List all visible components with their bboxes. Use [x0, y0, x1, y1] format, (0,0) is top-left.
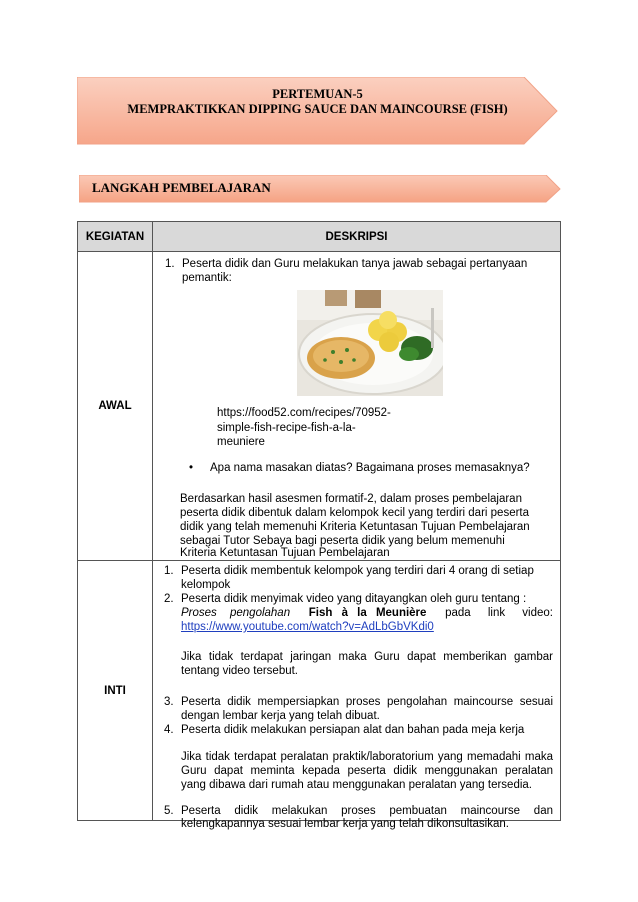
awal-url-line2: simple-fish-recipe-fish-a-la-	[217, 422, 356, 434]
awal-url-line3: meuniere	[217, 436, 265, 448]
section-title: LANGKAH PEMBELAJARAN	[92, 180, 271, 195]
inti-item2-line2	[181, 606, 553, 620]
awal-item1-line1: Peserta didik dan Guru melakukan tanya jawab sebagai pertanyaan	[182, 258, 528, 270]
awal-paragraph-line2: peserta didik dibentuk dalam kelompok kecil yang terdiri dari peserta	[180, 507, 530, 519]
inti-item5-line2: kelengkapannya sesuai lembar kerja yang telah dikonsultasikan.	[181, 818, 509, 830]
inti-item5-line1: Peserta didik melakukan proses pembuatan maincourse dan	[181, 805, 553, 817]
deskripsi-inti	[153, 561, 561, 830]
table-header-row	[78, 222, 561, 252]
header-title-line1: PERTEMUAN-5	[272, 87, 363, 101]
inti-item3-number: 3.	[164, 696, 174, 708]
awal-url-line1: https://food52.com/recipes/70952-	[217, 407, 391, 419]
inti-note2-line1: Jika tidak terdapat peralatan praktik/laboratorium yang memadahi maka	[181, 751, 553, 763]
inti-item1-line1: Peserta didik membentuk kelompok yang terdiri dari 4 orang di setiap	[181, 565, 534, 577]
awal-bullet: •	[189, 462, 194, 474]
awal-paragraph-line1: Berdasarkan hasil asesmen formatif-2, dalam proses pembelajaran	[180, 493, 522, 505]
inti-item2-italic: Proses pengolahan	[181, 607, 291, 619]
awal-paragraph-line4: sebagai Tutor Sebaya bagi peserta didik yang belum memenuhi	[180, 535, 505, 547]
inti-item2-rest: pada link video:	[445, 607, 553, 619]
inti-item1-number: 1.	[164, 565, 174, 577]
inti-item5-number: 5.	[164, 805, 174, 817]
inti-note1-line2: tentang video tersebut.	[181, 665, 298, 677]
fish-dish-photo	[297, 290, 443, 396]
youtube-video-link[interactable]: https://www.youtube.com/watch?v=AdLbGbVKdi0	[181, 621, 434, 633]
inti-item2-dish: Fish à la Meunière	[308, 607, 427, 619]
inti-item2-number: 2.	[164, 593, 174, 605]
awal-paragraph-line5: Kriteria Ketuntasan Tujuan Pembelajaran	[180, 547, 390, 559]
inti-item3-line1: Peserta didik mempersiapkan proses pengolahan maincourse sesuai	[181, 696, 553, 708]
table-row-awal	[78, 252, 561, 561]
header-banner	[77, 77, 558, 145]
inti-item2-line1: Peserta didik menyimak video yang ditayangkan oleh guru tentang :	[181, 593, 527, 605]
awal-item1-number: 1.	[165, 258, 175, 270]
awal-bullet-question: Apa nama masakan diatas? Bagaimana proses memasaknya?	[210, 462, 530, 474]
inti-item1-line2: kelompok	[181, 579, 231, 591]
inti-note2-line3: yang dibawa dari rumah atau menggunakan peralatan yang tersedia.	[181, 779, 532, 791]
inti-note1-line1: Jika tidak terdapat jaringan maka Guru dapat memberikan gambar	[181, 651, 553, 663]
kegiatan-inti: INTI	[78, 561, 153, 821]
kegiatan-awal: AWAL	[78, 252, 153, 561]
inti-item4-line1: Peserta didik melakukan persiapan alat dan bahan pada meja kerja	[181, 724, 525, 736]
inti-item4-number: 4.	[164, 724, 174, 736]
learning-steps-table	[77, 221, 561, 830]
col-header-kegiatan: KEGIATAN	[78, 222, 153, 252]
deskripsi-awal	[153, 252, 561, 561]
inti-note2-line2: Guru dapat meminta kepada peserta didik menggunakan peralatan	[181, 765, 553, 777]
col-header-deskripsi: DESKRIPSI	[153, 222, 561, 252]
inti-item3-line2: dengan lembar kerja yang telah dibuat.	[181, 710, 380, 722]
table-row-inti	[78, 561, 561, 821]
awal-paragraph-line3: didik yang telah memenuhi Kriteria Ketuntasan Tujuan Pembelajaran	[180, 521, 530, 533]
section-banner	[79, 175, 561, 203]
header-title-line2: MEMPRAKTIKKAN DIPPING SAUCE DAN MAINCOURSE (FISH)	[127, 102, 508, 116]
awal-item1-line2: pemantik:	[182, 272, 232, 284]
